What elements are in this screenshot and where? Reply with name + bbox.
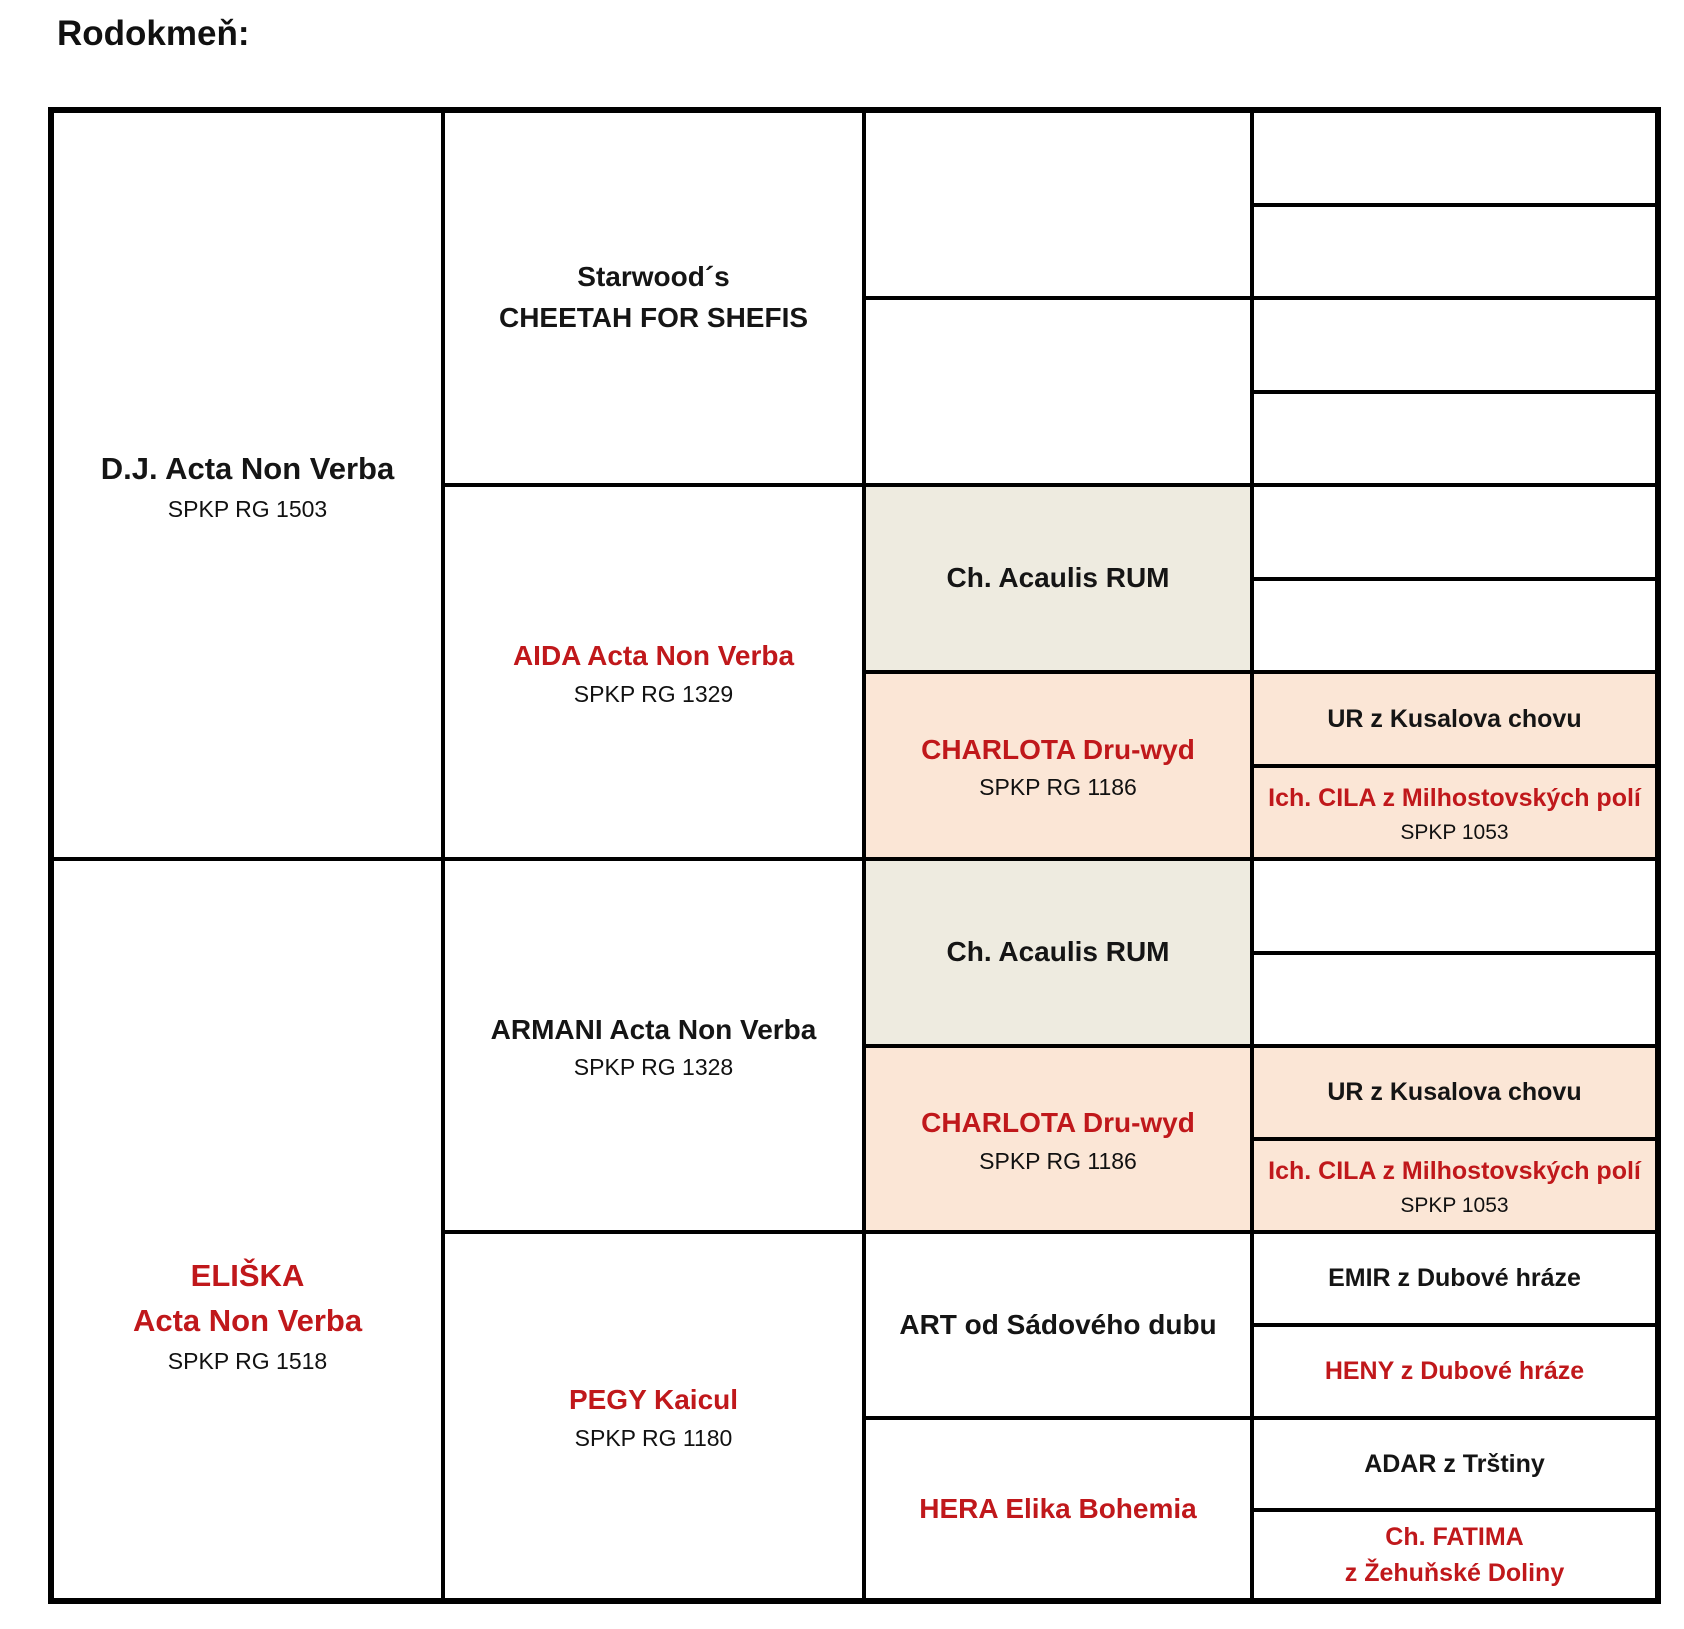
ddd-dam-cell [1252, 1510, 1657, 1600]
dsd-dam-reg: SPKP 1053 [1400, 1193, 1509, 1217]
dam-reg: SPKP RG 1518 [167, 1347, 328, 1374]
sire-reg: SPKP RG 1503 [167, 495, 328, 522]
dsd-dam-name: Ich. CILA z Milhostovských polí [1268, 1157, 1641, 1186]
dam-name-line2: Acta Non Verba [132, 1303, 363, 1338]
dd-dam-name: HERA Elika Bohemia [919, 1492, 1197, 1524]
dsd-sire-name: UR z Kusalova chovu [1327, 1078, 1582, 1107]
sire-dam-reg: SPKP RG 1329 [573, 680, 734, 707]
gen4-empty-cell [1252, 579, 1657, 672]
dam-cell [52, 859, 443, 1600]
sire-sire-name-line1: Starwood´s [577, 261, 730, 293]
dds-sire-name: EMIR z Dubové hráze [1328, 1264, 1581, 1293]
gen3-empty-cell [864, 111, 1252, 298]
dds-sire-cell [1252, 1232, 1657, 1325]
gen4-empty-cell [1252, 485, 1657, 579]
sdd-dam-cell [1252, 766, 1657, 859]
gen4-empty-cell [1252, 205, 1657, 298]
gen4-empty-cell [1252, 953, 1657, 1046]
dd-dam-cell [864, 1418, 1252, 1600]
ds-sire-cell [864, 859, 1252, 1046]
dam-dam-cell [443, 1232, 864, 1600]
page-title: Rodokmeň: [57, 14, 250, 53]
gen4-empty-cell [1252, 298, 1657, 392]
sd-sire-name: Ch. Acaulis RUM [946, 562, 1170, 594]
sdd-dam-reg: SPKP 1053 [1400, 820, 1509, 844]
ddd-dam-name-line1: Ch. FATIMA [1385, 1522, 1524, 1551]
sire-name: D.J. Acta Non Verba [100, 451, 395, 487]
sire-cell [52, 111, 443, 859]
dam-sire-reg: SPKP RG 1328 [573, 1054, 734, 1081]
dsd-sire-cell [1252, 1046, 1657, 1139]
dam-dam-name: PEGY Kaicul [568, 1384, 739, 1416]
ds-sire-name: Ch. Acaulis RUM [946, 936, 1170, 968]
sire-dam-name: AIDA Acta Non Verba [512, 640, 795, 672]
sire-sire-name-line2: CHEETAH FOR SHEFIS [498, 302, 809, 333]
sdd-sire-name: UR z Kusalova chovu [1327, 704, 1582, 733]
dam-sire-cell [443, 859, 864, 1232]
dam-name-line1: ELIŠKA [190, 1258, 305, 1294]
gen4-empty-cell [1252, 392, 1657, 485]
ddd-sire-cell [1252, 1418, 1657, 1510]
sd-dam-cell [864, 672, 1252, 859]
dam-dam-reg: SPKP RG 1180 [574, 1424, 733, 1451]
dam-sire-name: ARMANI Acta Non Verba [490, 1013, 817, 1045]
gen3-empty-cell [864, 298, 1252, 485]
ds-dam-cell [864, 1046, 1252, 1232]
ds-dam-name: CHARLOTA Dru-wyd [921, 1107, 1195, 1139]
dsd-dam-cell [1252, 1139, 1657, 1232]
dd-sire-cell [864, 1232, 1252, 1418]
dds-dam-cell [1252, 1325, 1657, 1418]
sd-dam-reg: SPKP RG 1186 [979, 774, 1137, 801]
pedigree-table [48, 107, 1661, 1604]
ddd-sire-name: ADAR z Trštiny [1364, 1449, 1545, 1478]
dds-dam-name: HENY z Dubové hráze [1324, 1357, 1585, 1386]
sd-dam-name: CHARLOTA Dru-wyd [921, 733, 1195, 765]
sdd-dam-name: Ich. CILA z Milhostovských polí [1268, 784, 1641, 813]
ddd-dam-name-line2: z Žehuňské Doliny [1344, 1559, 1565, 1587]
sd-sire-cell [864, 485, 1252, 672]
gen4-empty-cell [1252, 859, 1657, 953]
dd-sire-name: ART od Sádového dubu [899, 1308, 1217, 1340]
sire-dam-cell [443, 485, 864, 859]
sdd-sire-cell [1252, 672, 1657, 766]
gen4-empty-cell [1252, 111, 1657, 205]
sire-sire-cell [443, 111, 864, 485]
ds-dam-reg: SPKP RG 1186 [979, 1147, 1137, 1174]
